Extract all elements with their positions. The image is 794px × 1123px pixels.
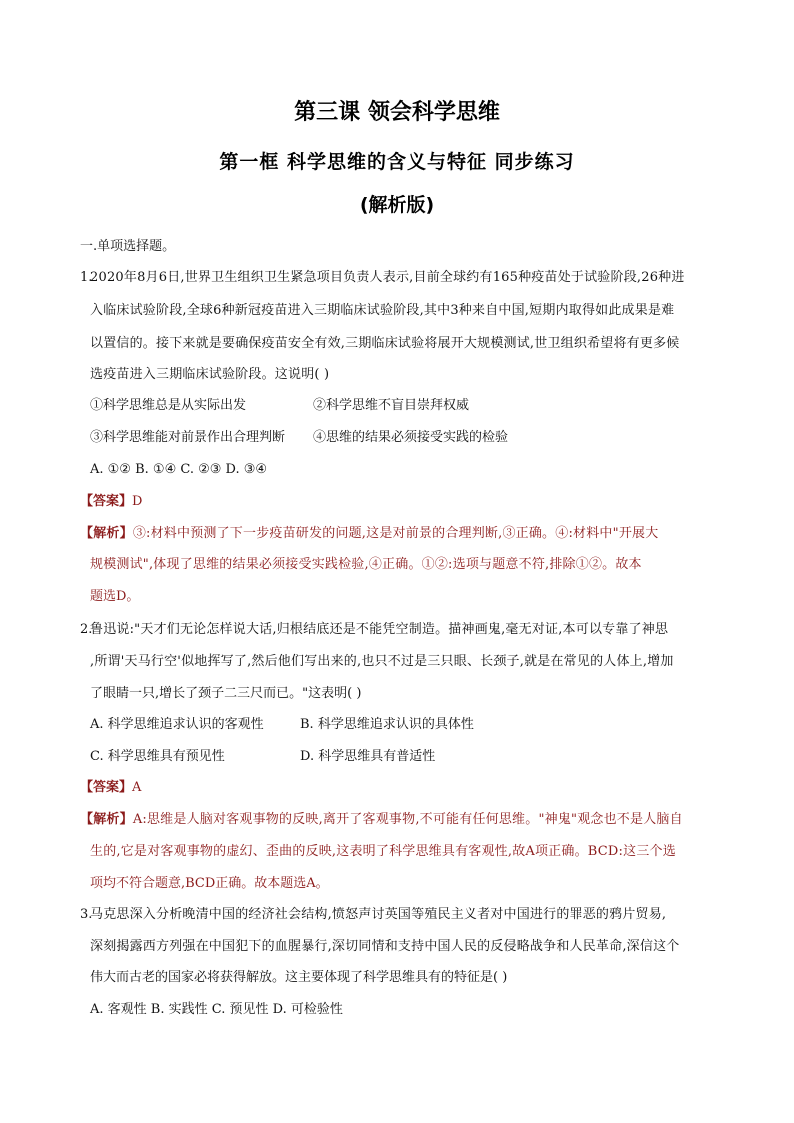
options-line: A. ①② B. ①④ C. ②③ D. ③④: [90, 462, 268, 477]
question-stem-line: 2020年8月6日,世界卫生组织卫生紧急项目负责人表示,目前全球约有165种疫苗处于试验阶段,26种进: [90, 270, 685, 285]
statement-item: ④思维的结果必须接受实践的检验: [313, 430, 509, 445]
section-heading: 一.单项选择题。: [80, 239, 176, 254]
edition-label: (解析版): [359, 194, 435, 216]
analysis-text: A:思维是人脑对客观事物的反映,离开了客观事物,不可能有任何思维。"神鬼"观念也不是人脑自: [132, 812, 683, 827]
question-stem-line: 深刻揭露西方列强在中国犯下的血腥暴行,深切同情和支持中国人民的反侵略战争和人民革命,深信这个: [90, 939, 680, 954]
question-number: 2.: [80, 622, 93, 637]
analysis-text: ③:材料中预测了下一步疫苗研发的问题,这是对前景的合理判断,③正确。④:材料中"开展大: [132, 526, 659, 541]
options-line: A. 客观性 B. 实践性 C. 预见性 D. 可检验性: [90, 1002, 343, 1017]
analysis-line: 题选D。: [90, 589, 140, 604]
answer-line: [80, 492, 720, 512]
option-item: D. 科学思维具有普适性: [300, 749, 436, 764]
analysis-label: 【解析】: [80, 526, 133, 541]
option-item: A. 科学思维追求认识的客观性: [90, 717, 264, 732]
answer-value: D: [132, 494, 143, 509]
question-stem-line: 入临床试验阶段,全球6种新冠疫苗进入三期临床试验阶段,其中3种来自中国,短期内取得如此成果是难: [90, 303, 675, 318]
question-stem-line: 选疫苗进入三期临床试验阶段。这说明( ): [90, 367, 330, 382]
answer-value: A: [132, 780, 142, 795]
question-stem-line: ,所谓'天马行空'似地挥写了,然后他们写出来的,也只不过是三只眼、长颈子,就是在常见的人体上,增加: [90, 654, 674, 669]
option-item: B. 科学思维追求认识的具体性: [300, 717, 474, 732]
answer-label: 【答案】: [80, 780, 133, 795]
question-stem-line: 伟大而古老的国家必将获得解放。这主要体现了科学思维具有的特征是( ): [90, 970, 508, 985]
statement-item: ②科学思维不盲目崇拜权威: [313, 398, 470, 413]
analysis-line: 生的,它是对客观事物的虚幻、歪曲的反映,这表明了科学思维具有客观性,故A项正确。BCD:这三个选: [90, 844, 676, 859]
answer-label: 【答案】: [80, 494, 133, 509]
answer-line: [80, 778, 720, 798]
question-number: 1.: [80, 270, 93, 285]
question-stem-line: 了眼睛一只,增长了颈子二三尺而已。"这表明( ): [90, 686, 362, 701]
analysis-line: [80, 524, 720, 544]
analysis-line: [80, 810, 720, 830]
lesson-title: 第三课 领会科学思维: [294, 100, 500, 125]
question-number: 3.: [80, 907, 93, 922]
statement-item: ③科学思维能对前景作出合理判断: [90, 430, 286, 445]
option-item: C. 科学思维具有预见性: [90, 749, 225, 764]
question-stem-line: 马克思深入分析晚清中国的经济社会结构,愤怒声讨英国等殖民主义者对中国进行的罪恶的鸦片贸易,: [90, 907, 667, 922]
question-stem-line: 鲁迅说:"天才们无论怎样说大话,归根结底还是不能凭空制造。描神画鬼,毫无对证,本可以专靠了神思: [90, 622, 669, 637]
analysis-line: 规模测试",体现了思维的结果必须接受实践检验,④正确。①②:选项与题意不符,排除①②。故本: [90, 557, 642, 572]
analysis-line: 项均不符合题意,BCD正确。故本题选A。: [90, 876, 329, 891]
analysis-label: 【解析】: [80, 812, 133, 827]
question-stem-line: 以置信的。接下来就是要确保疫苗安全有效,三期临床试验将展开大规模测试,世卫组织希望将有更多候: [90, 336, 680, 351]
section-subtitle: 第一框 科学思维的含义与特征 同步练习: [219, 151, 575, 173]
statement-item: ①科学思维总是从实际出发: [90, 398, 247, 413]
